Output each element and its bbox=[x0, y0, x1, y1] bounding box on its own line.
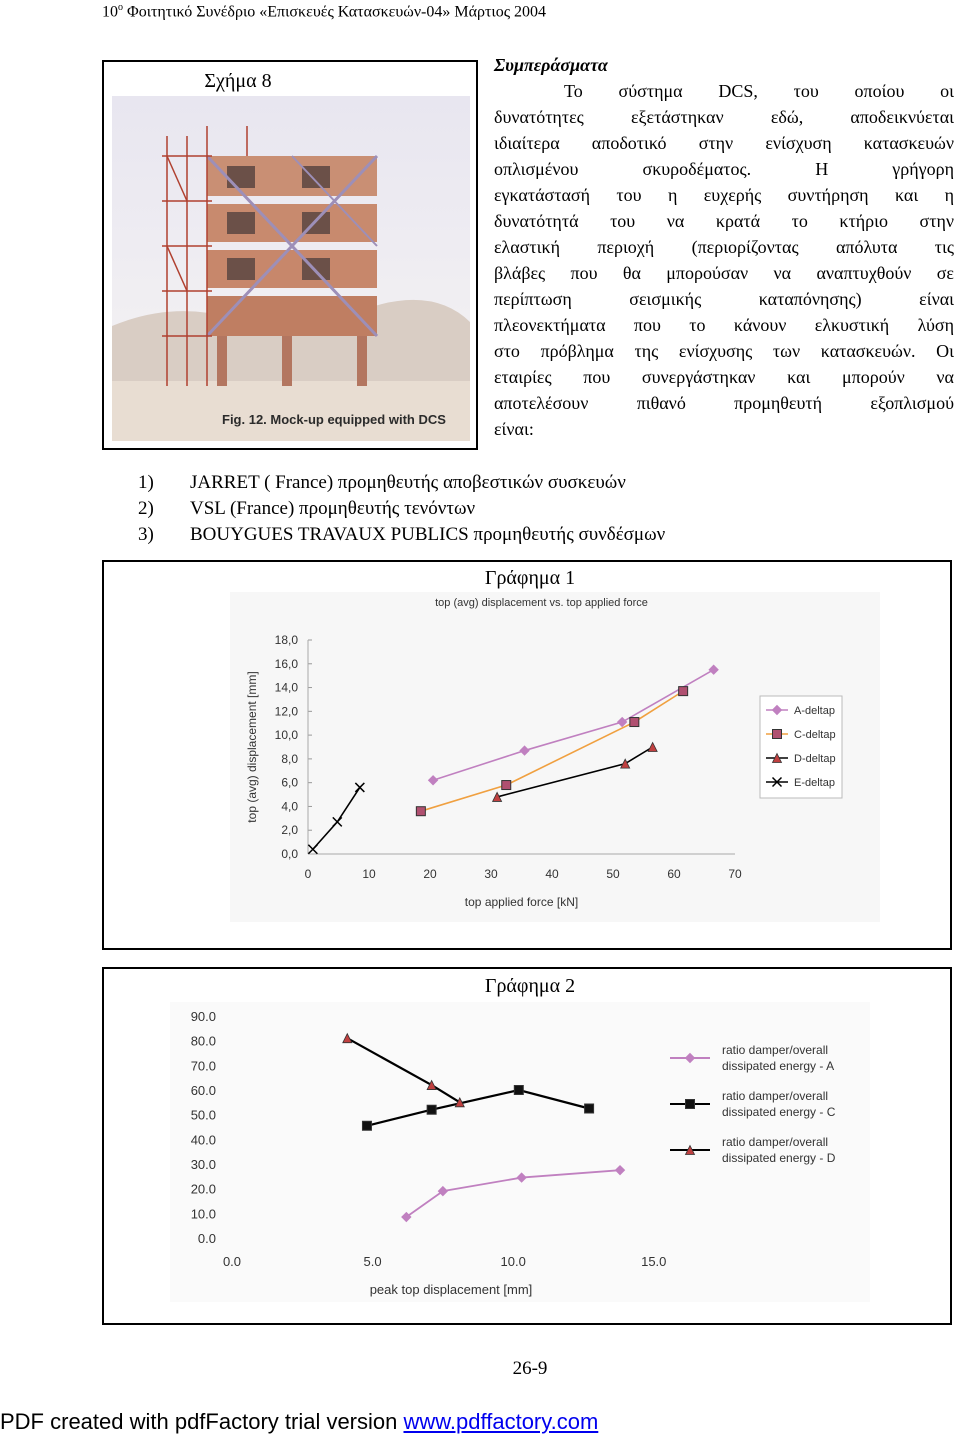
legend-label: D-deltap bbox=[794, 753, 836, 765]
x-tick-label: 5.0 bbox=[363, 1254, 382, 1269]
conclusions-section bbox=[494, 52, 954, 442]
x-tick-label: 0 bbox=[304, 867, 312, 881]
y-tick-label: 30.0 bbox=[190, 1157, 216, 1172]
y-tick-label: 6,0 bbox=[281, 775, 298, 790]
y-tick-label: 10,0 bbox=[274, 728, 298, 743]
y-tick-label: 70.0 bbox=[190, 1058, 216, 1074]
x-tick-label: 0.0 bbox=[222, 1254, 242, 1269]
y-tick-label: 8,0 bbox=[281, 751, 298, 766]
conclusions-title: Συμπεράσματα bbox=[494, 55, 608, 75]
x-tick-label: 50 bbox=[606, 867, 620, 881]
data-point bbox=[362, 1121, 371, 1130]
y-tick-label: 60.0 bbox=[190, 1083, 216, 1098]
graph-2-chart bbox=[170, 1002, 870, 1302]
pdf-footer bbox=[0, 1409, 598, 1435]
conclusions-line: βλάβες που θα μπορούσαν να αναπτυχθούν σε bbox=[494, 263, 954, 283]
x-tick-label: 70 bbox=[728, 867, 742, 881]
list-item bbox=[138, 522, 665, 548]
x-tick-label: 15.0 bbox=[641, 1254, 667, 1269]
legend-label: C-deltap bbox=[794, 729, 836, 741]
footer-text: PDF created with pdfFactory trial version bbox=[0, 1409, 404, 1434]
data-point bbox=[502, 781, 511, 790]
conclusions-line: Το σύστημα DCS, του οποίου οι bbox=[564, 81, 954, 101]
conclusions-line: δυνατότητες εξετάστηκαν εδώ, αποδεικνύεται bbox=[494, 107, 954, 127]
list-number: 2) bbox=[138, 498, 154, 519]
data-point bbox=[585, 1104, 594, 1113]
legend-label: ratio damper/overall dissipated energy - A bbox=[722, 1043, 835, 1073]
data-point bbox=[679, 687, 688, 696]
conclusions-line: εταιρίες που συνεργάστηκαν και μπορούν να bbox=[494, 367, 954, 387]
y-tick-label: 10.0 bbox=[190, 1206, 216, 1222]
graph-2-label: Γράφημα 2 bbox=[484, 975, 576, 997]
chart-title: top (avg) displacement vs. top applied force bbox=[435, 597, 648, 609]
y-tick-label: 14,0 bbox=[274, 680, 298, 695]
page-number: 26-9 bbox=[512, 1358, 548, 1379]
page-header bbox=[102, 2, 546, 21]
y-tick-label: 0.0 bbox=[197, 1231, 216, 1246]
footer-link[interactable]: www.pdffactory.com bbox=[403, 1409, 599, 1434]
conclusions-line: αποτελέσουν πιθανό προμηθευτή εξοπλισμού bbox=[494, 393, 954, 413]
x-tick-label: 60 bbox=[667, 867, 681, 881]
header-superscript: ο bbox=[118, 2, 123, 13]
conclusions-line: ιδιαίτερα αποδοτικό στην ενίσχυση κατασκευών bbox=[494, 133, 954, 153]
list-text: JARRET ( France) προμηθευτής αποβεστικών συσκευών bbox=[190, 472, 626, 493]
list-item bbox=[138, 496, 665, 522]
header-number: 10 bbox=[102, 3, 118, 21]
x-tick-label: 10.0 bbox=[500, 1254, 526, 1269]
legend-marker bbox=[773, 730, 782, 739]
y-tick-label: 40.0 bbox=[190, 1132, 216, 1148]
y-tick-label: 2,0 bbox=[281, 823, 298, 838]
graph-1-chart bbox=[230, 592, 880, 922]
header-text: Φοιτητικό Συνέδριο «Επισκευές Κατασκευών-04» Μάρτιος 2004 bbox=[123, 3, 547, 21]
graph-1-label: Γράφημα 1 bbox=[484, 567, 576, 589]
y-tick-label: 12,0 bbox=[274, 704, 298, 719]
y-tick-label: 0,0 bbox=[281, 847, 298, 861]
y-tick-label: 20.0 bbox=[190, 1181, 216, 1197]
conclusions-line: οπλισμένου σκυροδέματος. Η γρήγορη bbox=[494, 159, 954, 179]
legend-label: ratio damper/overall dissipated energy - C bbox=[722, 1089, 836, 1119]
y-tick-label: 50.0 bbox=[190, 1107, 216, 1123]
y-tick-label: 18,0 bbox=[274, 633, 298, 647]
building-mockup-photo bbox=[112, 96, 470, 441]
y-axis-label: top (avg) displacement [mm] bbox=[245, 671, 259, 823]
conclusions-line: στο πρόβλημα της ενίσχυσης των κατασκευών. Οι bbox=[494, 341, 954, 361]
y-tick-label: 90.0 bbox=[190, 1009, 216, 1024]
list-item bbox=[138, 470, 665, 496]
list-number: 1) bbox=[138, 472, 154, 493]
legend-label: A-deltap bbox=[794, 705, 835, 717]
x-axis-label: peak top displacement [mm] bbox=[369, 1282, 533, 1297]
y-tick-label: 80.0 bbox=[190, 1033, 216, 1049]
x-tick-label: 30 bbox=[484, 867, 498, 881]
data-point bbox=[427, 1105, 436, 1114]
list-text: BOUYGUES TRAVAUX PUBLICS προμηθευτής συνδέσμων bbox=[190, 524, 666, 545]
legend-label: E-deltap bbox=[794, 777, 835, 789]
legend-marker bbox=[686, 1100, 695, 1109]
list-text: VSL (France) προμηθευτής τενόντων bbox=[190, 498, 476, 519]
x-tick-label: 20 bbox=[423, 867, 437, 881]
conclusions-line: ελαστική περιοχή (περιορίζοντας απόλυτα τις bbox=[494, 237, 954, 257]
legend-label: ratio damper/overall dissipated energy - D bbox=[722, 1135, 836, 1165]
conclusions-line: είναι: bbox=[494, 419, 534, 439]
conclusions-line: δυνατότητά του να κρατά το κτήριο στην bbox=[494, 211, 954, 231]
y-tick-label: 4,0 bbox=[281, 799, 298, 814]
y-tick-label: 16,0 bbox=[274, 656, 298, 671]
x-tick-label: 40 bbox=[545, 867, 559, 881]
conclusions-line: περίπτωση σεισμικής καταπόνησης) είναι bbox=[494, 289, 954, 309]
x-tick-label: 10 bbox=[362, 867, 376, 881]
data-point bbox=[630, 718, 639, 727]
list-number: 3) bbox=[138, 524, 154, 545]
companies-list bbox=[138, 470, 665, 548]
data-point bbox=[416, 807, 425, 816]
figure-8-label: Σχήμα 8 bbox=[204, 70, 272, 92]
conclusions-line: εγκατάστασή του η ευχερής συντήρηση και η bbox=[494, 185, 954, 205]
photo-caption: Fig. 12. Mock-up equipped with DCS bbox=[222, 412, 446, 427]
data-point bbox=[514, 1086, 523, 1095]
conclusions-line: πλεονεκτήματα που το κάνουν ελκυστική λύση bbox=[494, 315, 954, 335]
x-axis-label: top applied force [kN] bbox=[464, 895, 579, 909]
